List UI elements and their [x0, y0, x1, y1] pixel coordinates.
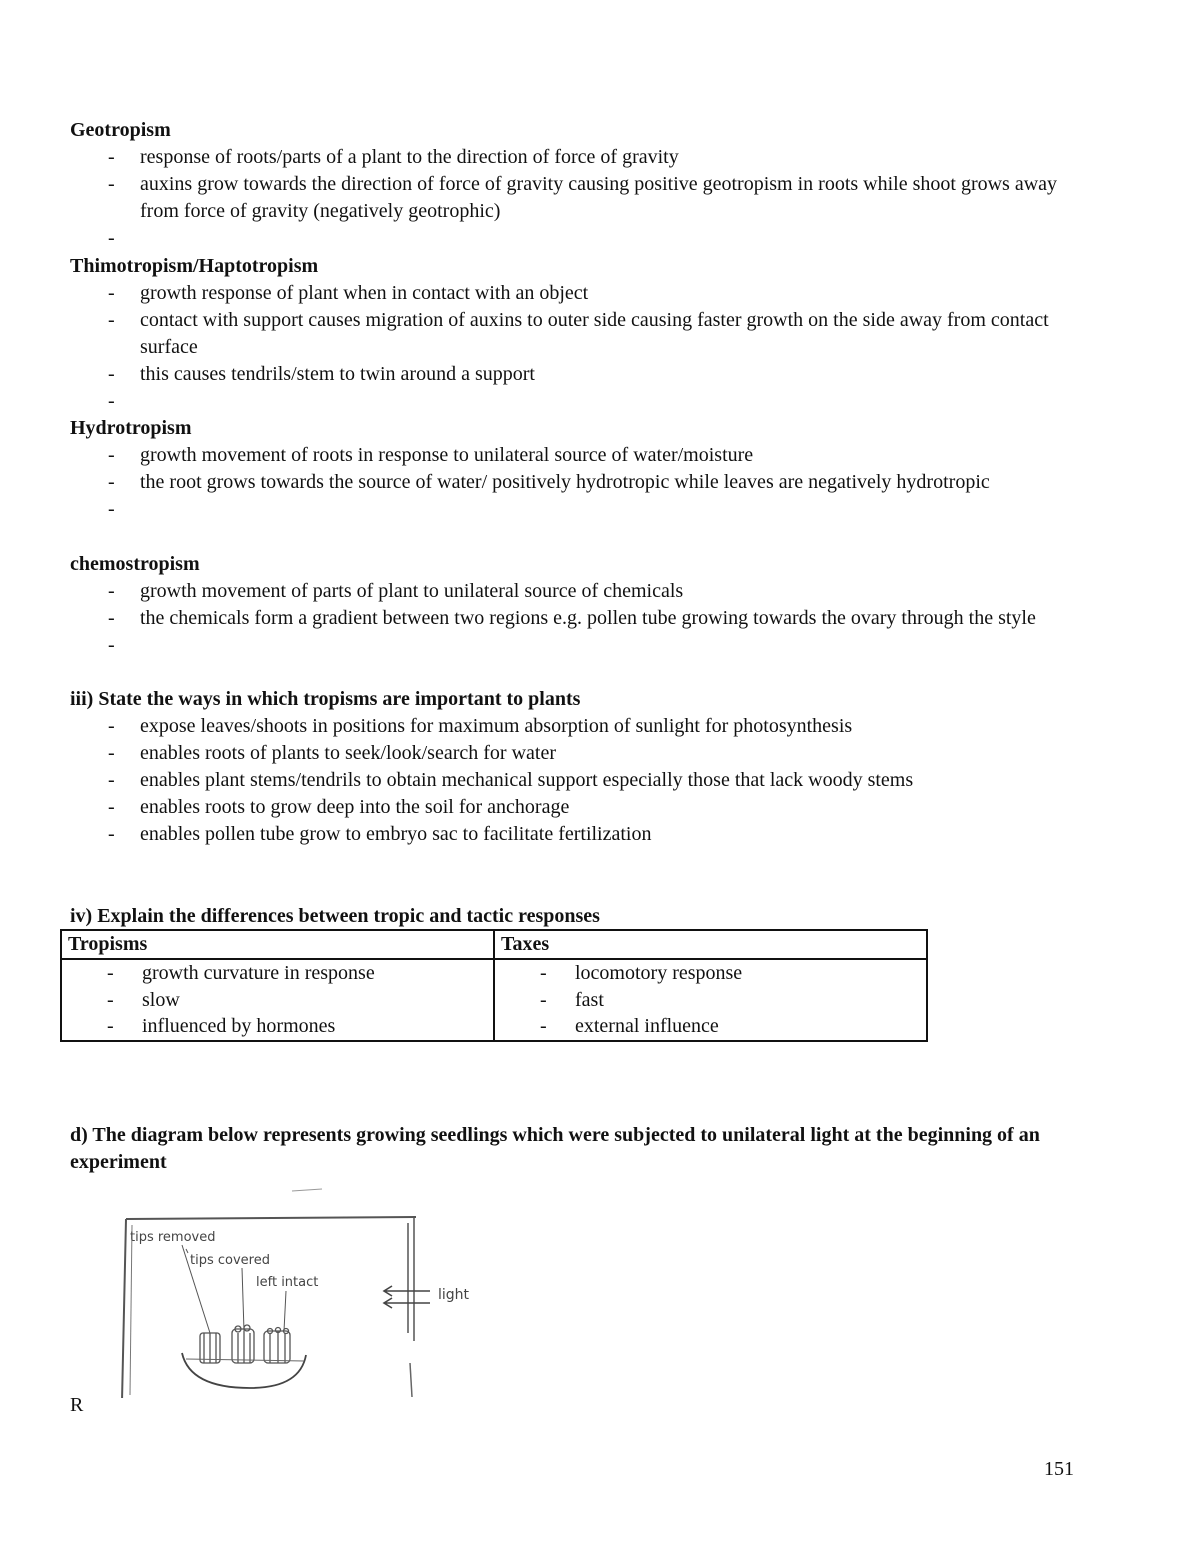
question-heading: iii) State the ways in which tropisms are important to plants	[70, 688, 581, 710]
list-item: - growth movement of roots in response to unilateral source of water/moisture	[70, 442, 1070, 469]
bullet-list	[70, 578, 1070, 659]
list-item: - influenced by hormones	[62, 1013, 493, 1040]
trailing-letter: R	[70, 1394, 84, 1416]
list-item: - the root grows towards the source of water/ positively hydrotropic while leaves are negatively hydrotropic	[70, 469, 1070, 496]
tropisms-cell	[61, 959, 494, 1041]
list-item: - slow	[62, 987, 493, 1014]
list-item: - fast	[495, 987, 926, 1014]
question-heading: iv) Explain the differences between tropic and tactic responses	[70, 905, 600, 927]
question-d-block	[70, 1122, 1080, 1176]
smudge-mark	[292, 1189, 322, 1191]
seedlings	[200, 1325, 290, 1363]
list-item: - expose leaves/shoots in positions for maximum absorption of sunlight for photosynthesis	[70, 713, 1070, 740]
list-item-empty	[70, 496, 1070, 523]
bullet-list	[70, 280, 1070, 415]
label-light: light	[438, 1287, 470, 1303]
table-row	[61, 959, 927, 1041]
list-item: - auxins grow towards the direction of force of gravity causing positive geotropism in roots while shoot grows away from force of gravity (negatively geotrophic)	[70, 171, 1070, 225]
section-heading: Hydrotropism	[70, 417, 192, 439]
box-right-lower	[410, 1363, 412, 1397]
list-item: - growth response of plant when in contact with an object	[70, 280, 1070, 307]
section-heading: Geotropism	[70, 119, 171, 141]
list-item: - locomotory response	[495, 960, 926, 987]
list-item: - enables pollen tube grow to embryo sac to facilitate fertilization	[70, 821, 1070, 848]
list-item-empty	[70, 632, 1070, 659]
list-item-empty	[70, 388, 1070, 415]
list-item: - growth curvature in response	[62, 960, 493, 987]
list-item: - contact with support causes migration of auxins to outer side causing faster growth on the side away from contact surface	[70, 307, 1070, 361]
section-heading: Thimotropism/Haptotropism	[70, 255, 319, 277]
comparison-heading-block	[70, 903, 1070, 930]
light-arrows	[384, 1286, 430, 1308]
bullet-list	[70, 144, 1070, 252]
list-item: - enables roots to grow deep into the soil for anchorage	[70, 794, 1070, 821]
bullet-list	[70, 713, 1070, 848]
list-item-empty	[70, 225, 1070, 252]
section-importance	[70, 686, 1070, 848]
section-hydrotropism	[70, 415, 1070, 523]
label-tips-covered: tips covered	[190, 1253, 270, 1268]
list-item: - growth movement of parts of plant to unilateral source of chemicals	[70, 578, 1070, 605]
taxes-cell	[494, 959, 927, 1041]
question-heading: d) The diagram below represents growing seedlings which were subjected to unilateral light at the beginning of an experiment	[70, 1124, 1040, 1173]
list-item: - enables roots of plants to seek/look/search for water	[70, 740, 1070, 767]
table-header-row	[61, 930, 927, 959]
comparison-table	[60, 929, 928, 1042]
list-item: - the chemicals form a gradient between two regions e.g. pollen tube growing towards the ovary through the style	[70, 605, 1070, 632]
bullet-list	[70, 442, 1070, 523]
section-chemotropism	[70, 551, 1070, 659]
list-item: - response of roots/parts of a plant to the direction of force of gravity	[70, 144, 1070, 171]
section-heading: chemostropism	[70, 553, 200, 575]
section-geotropism	[70, 117, 1070, 252]
column-header-tropisms: Tropisms	[61, 930, 494, 959]
list-item: - enables plant stems/tendrils to obtain mechanical support especially those that lack woody stems	[70, 767, 1070, 794]
column-header-taxes: Taxes	[494, 930, 927, 959]
box-inner-line	[130, 1225, 132, 1395]
list-item: - external influence	[495, 1013, 926, 1040]
box-right-edge	[408, 1217, 414, 1341]
section-thigmotropism	[70, 253, 1070, 415]
seedling-experiment-diagram	[100, 1183, 500, 1398]
label-left-intact: left intact	[256, 1275, 319, 1290]
label-tips-removed: tips removed	[130, 1230, 216, 1245]
list-item: - this causes tendrils/stem to twin around a support	[70, 361, 1070, 388]
page-number: 151	[1044, 1458, 1074, 1480]
